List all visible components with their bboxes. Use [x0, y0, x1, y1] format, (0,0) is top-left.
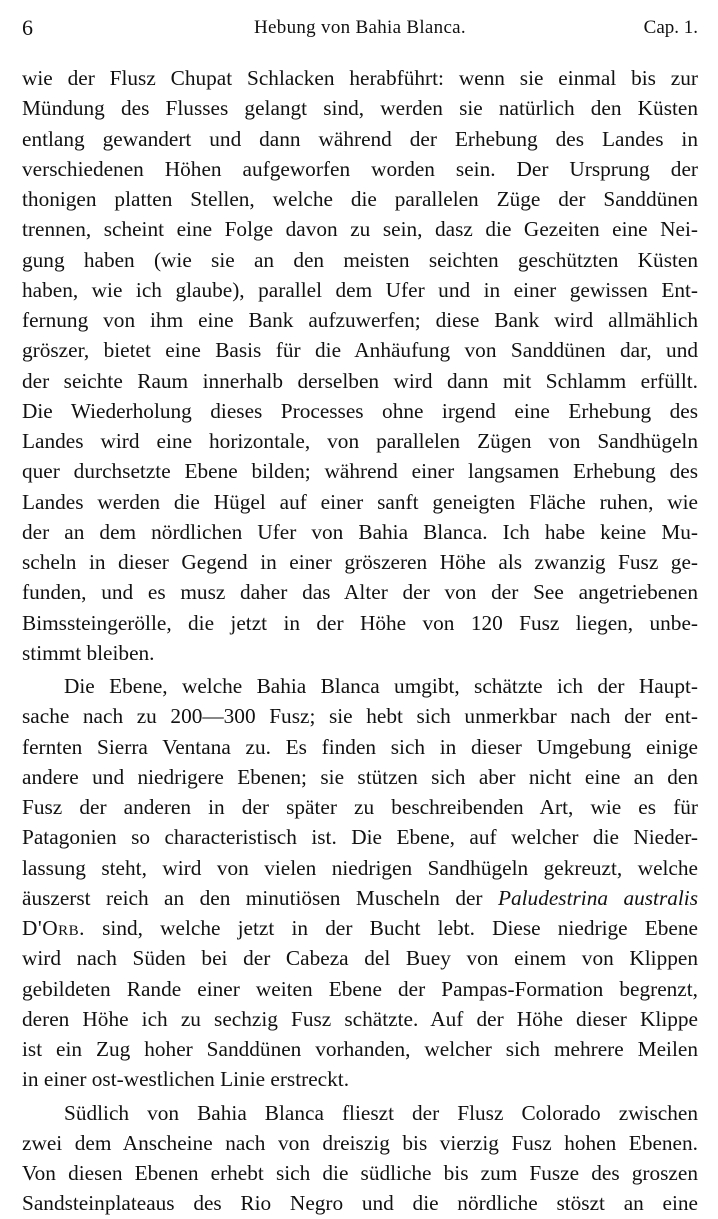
text-line: trennen, scheint eine Folge davon zu sein, dasz die Gezeiten eine Nei-: [22, 217, 698, 242]
body-text: [22, 63, 698, 1219]
text-line: deren Höhe ich zu sechzig Fusz schätzte. Auf der Höhe dieser Klippe: [22, 1006, 698, 1031]
text-line: gröszer, bietet eine Basis für die Anhäufung von Sanddünen dar, und: [22, 338, 698, 363]
text-line: Die Wiederholung dieses Processes ohne irgend eine Erhebung des: [22, 398, 698, 423]
text-line: Sandsteinplateaus des Rio Negro und die nördliche stöszt an eine: [22, 1191, 698, 1216]
text-line: fernten Sierra Ventana zu. Es finden sich in dieser Umgebung einige: [22, 734, 698, 759]
text-line: stimmt bleiben.: [22, 640, 155, 665]
text-line: Landes werden die Hügel auf einer sanft geneigten Fläche ruhen, wie: [22, 489, 698, 514]
running-title: Hebung von Bahia Blanca.: [254, 17, 466, 38]
text-line: entlang gewandert und dann während der Erhebung des Landes in: [22, 126, 698, 151]
text-line: Von diesen Ebenen erhebt sich die südliche bis zum Fusze des groszen: [22, 1161, 698, 1185]
text-line: gebildeten Rande einer weiten Ebene der Pampas-Formation begrenzt,: [22, 976, 698, 1001]
text-line: lassung steht, wird von vielen niedrigen Sandhügeln gekreuzt, welche: [22, 855, 698, 880]
italic-species-name: Paludestrina australis: [497, 885, 699, 910]
text-line: ist ein Zug hoher Sanddünen vorhanden, welcher sich mehrere Meilen: [22, 1037, 698, 1061]
text-line: der seichte Raum innerhalb derselben wird dann mit Schlamm erfüllt.: [22, 368, 698, 393]
text-line: Südlich von Bahia Blanca flieszt der Flusz Colorado zwischen: [64, 1100, 698, 1125]
running-header: [22, 8, 698, 48]
text-line: Fusz der anderen in der später zu beschreibenden Art, wie es für: [22, 795, 698, 819]
text-line: quer durchsetzte Ebene bilden; während einer langsamen Erhebung des: [22, 459, 698, 484]
book-page: [22, 8, 698, 1219]
text-line: Mündung des Flusses gelangt sind, werden sie natürlich den Küsten: [22, 96, 698, 121]
text-line: sache nach zu 200—300 Fusz; sie hebt sich unmerkbar nach der ent-: [22, 704, 698, 729]
page-number: 6: [22, 15, 33, 40]
text-line: haben, wie ich glaube), parallel dem Ufer und in einer gewissen Ent-: [22, 277, 698, 302]
text-line: gung haben (wie sie an den meisten seichten geschützten Küsten: [22, 247, 698, 272]
paragraph: [22, 63, 698, 668]
text-line: andere und niedrigere Ebenen; sie stützen sich aber nicht eine an den: [22, 764, 698, 789]
text-line: in einer ost-westlichen Linie erstreckt.: [22, 1067, 350, 1092]
text-line: wird nach Süden bei der Cabeza del Buey von einem von Klippen: [22, 946, 698, 971]
text-line: zwei dem Anscheine nach von dreiszig bis vierzig Fusz hohen Ebenen.: [22, 1130, 698, 1155]
text-line: verschiedenen Höhen aufgeworfen worden sein. Der Ursprung der: [22, 156, 698, 181]
text-line: D'Orb. sind, welche jetzt in der Bucht lebt. Diese niedrige Ebene: [22, 916, 698, 940]
text-line: Landes wird eine horizontale, von parallelen Zügen von Sandhügeln: [22, 429, 698, 453]
text-line: scheln in dieser Gegend in einer gröszeren Höhe als zwanzig Fusz ge-: [22, 550, 698, 574]
text-line: der an dem nördlichen Ufer von Bahia Blanca. Ich habe keine Mu-: [22, 519, 698, 544]
text-line: thonigen platten Stellen, welche die parallelen Züge der Sanddünen: [22, 187, 698, 211]
paragraph: [22, 671, 698, 1095]
text-line: funden, und es musz daher das Alter der von der See angetriebenen: [22, 580, 698, 605]
text-line: Patagonien so characteristisch ist. Die Ebene, auf welcher die Nieder-: [22, 825, 698, 850]
author-abbreviation: D'Orb.: [22, 916, 85, 940]
paragraph: [22, 1098, 698, 1219]
text-line: fernung von ihm eine Bank aufzuwerfen; diese Bank wird allmählich: [22, 308, 698, 332]
text-line: äuszerst reich an den minutiösen Muscheln der Paludestrina australis: [22, 885, 699, 910]
text-line: Bimssteingerölle, die jetzt in der Höhe von 120 Fusz liegen, unbe-: [22, 610, 698, 635]
text-line: Die Ebene, welche Bahia Blanca umgibt, schätzte ich der Haupt-: [64, 674, 698, 698]
chapter-label: Cap. 1.: [643, 17, 698, 38]
text-line: wie der Flusz Chupat Schlacken herabführt: wenn sie einmal bis zur: [22, 66, 698, 90]
